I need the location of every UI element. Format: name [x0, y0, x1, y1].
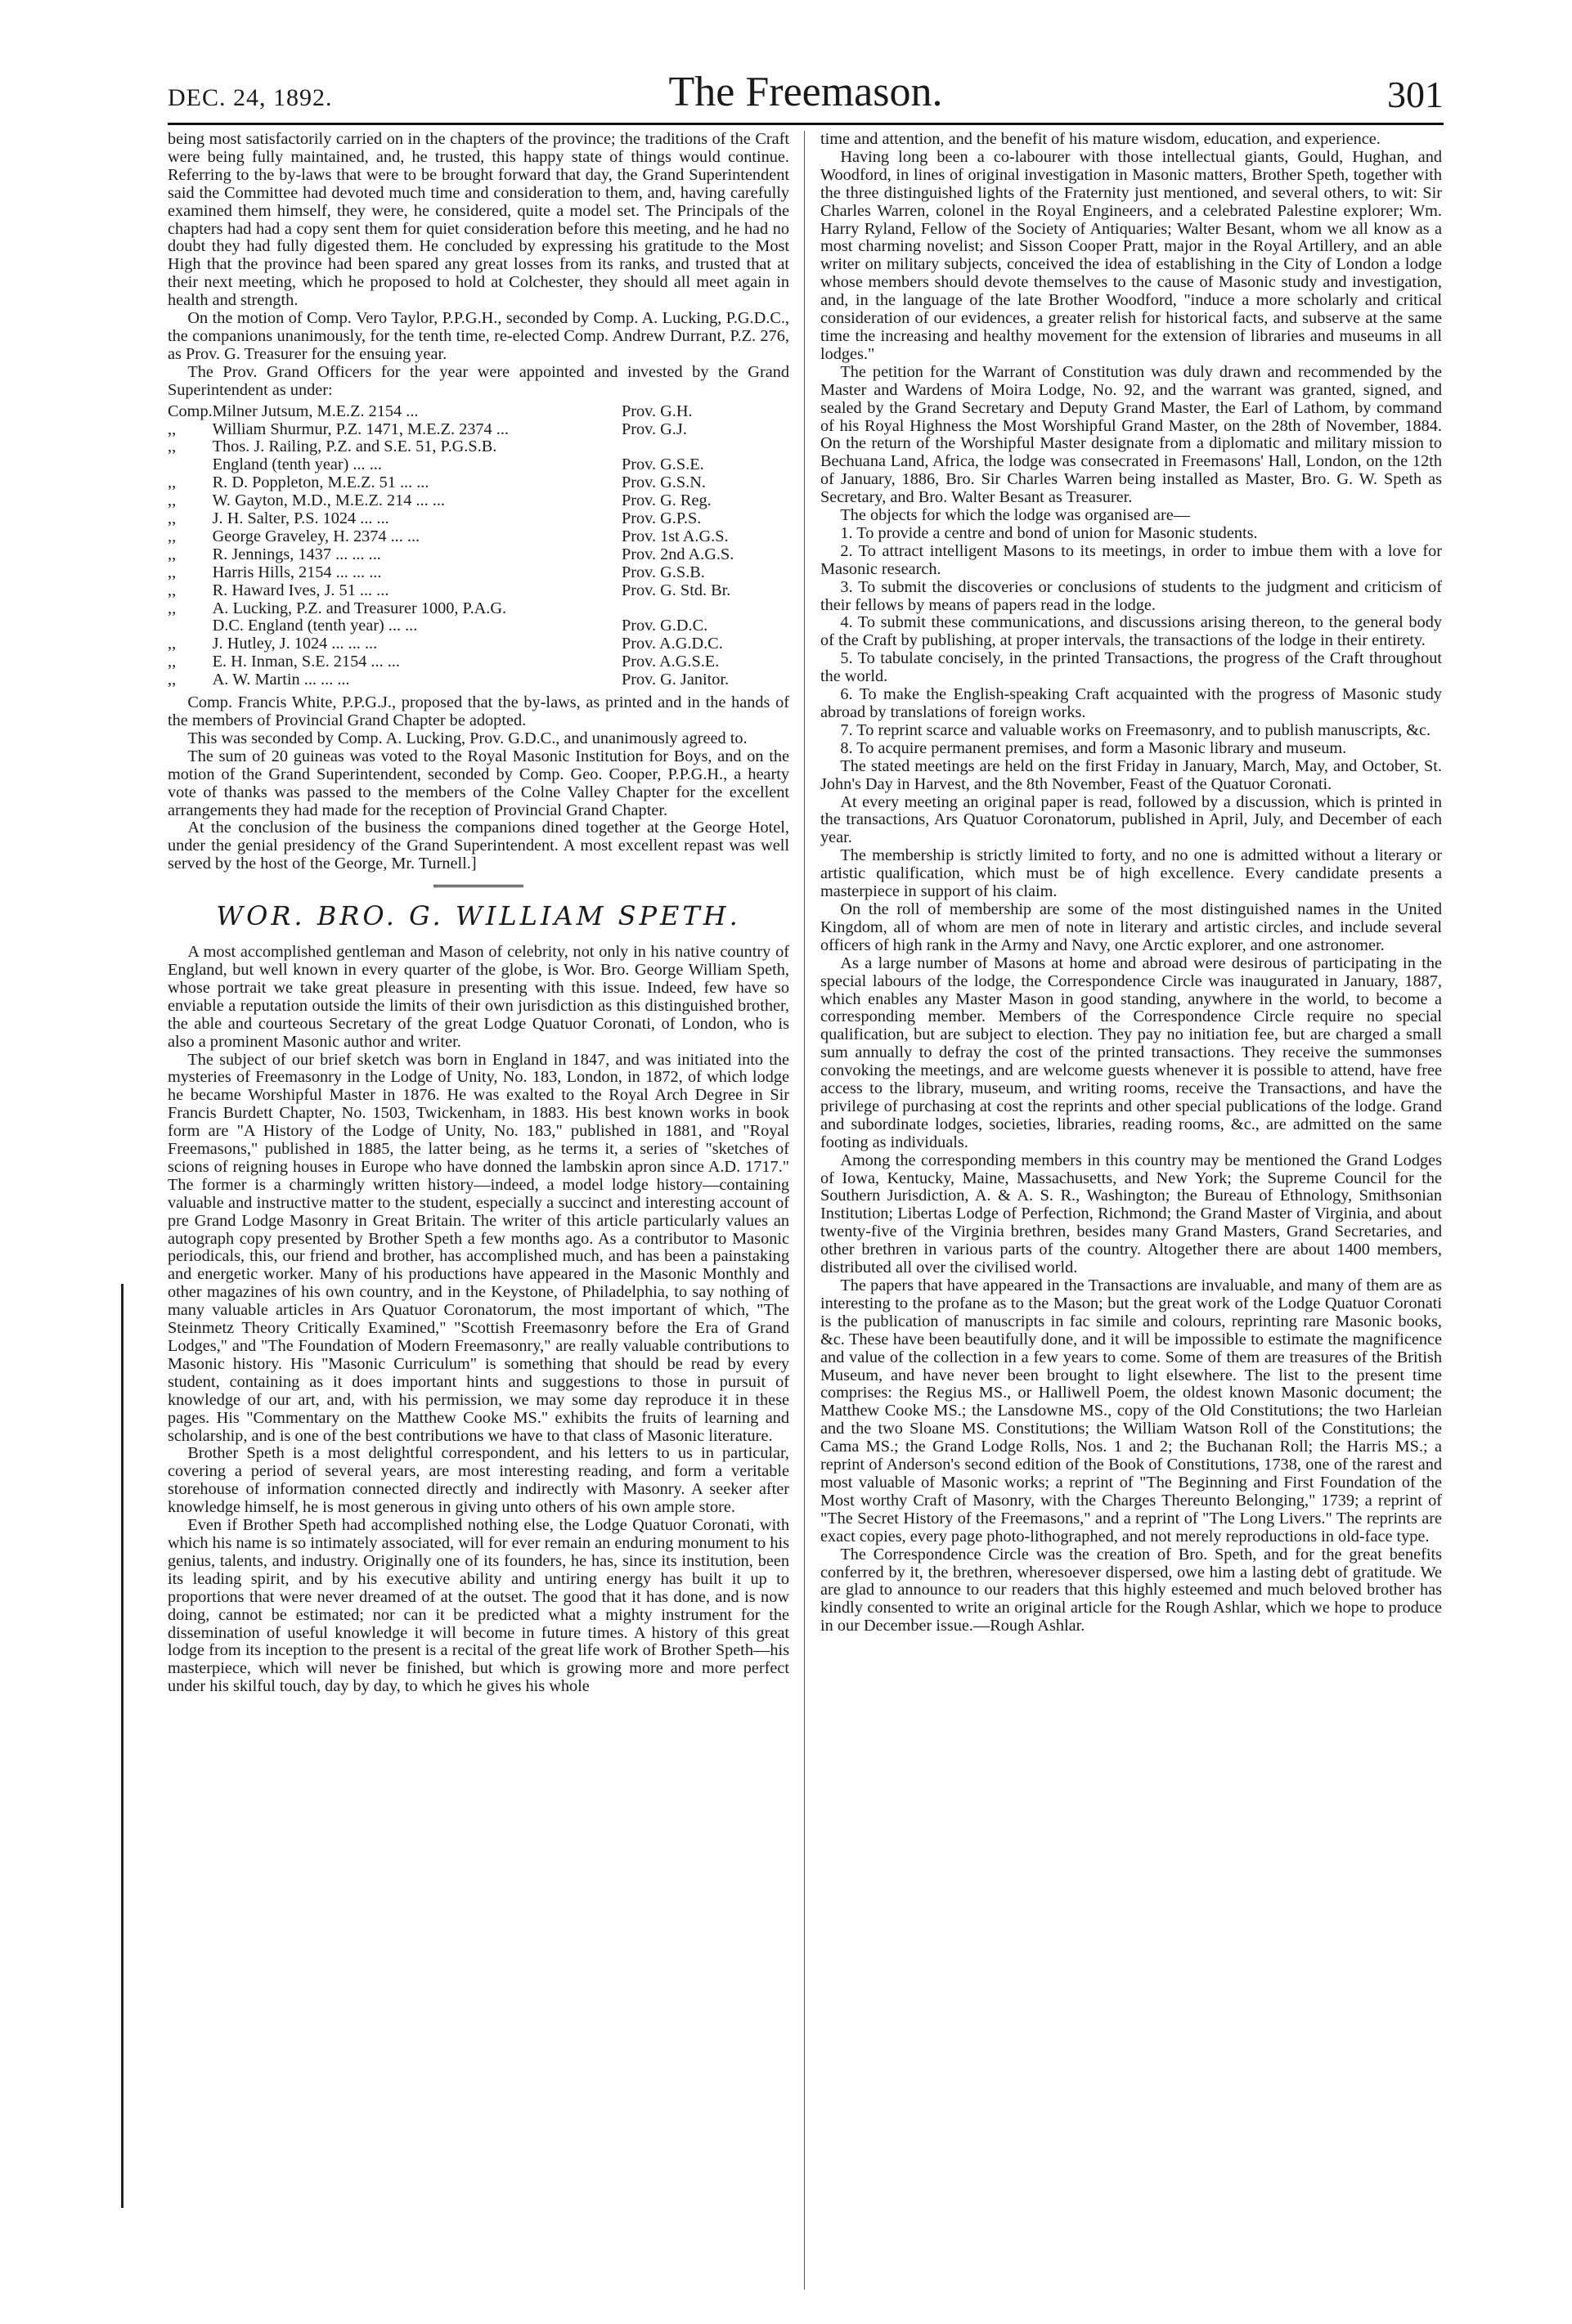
officer-title: Prov. G.J. — [622, 419, 687, 438]
list-item: 3. To submit the discoveries or conclusions of students to the judgment and criticism of their fellows by means of papers read in the lodge. — [820, 577, 1442, 614]
paragraph: The petition for the Warrant of Constitution was duly drawn and recommended by the Master and Wardens of Moira Lodge, No. 92, and the warrant was granted, signed, and sealed by the Grand Secretary and Deputy Grand Master, the Earl of Lathom, by command of his Royal Highness the Most Worshipful Grand Master, on the 28th of November, 1884. On the return of the Worshipful Master designate from a diplomatic and military mission to Bechuana Land, Africa, the lodge was consecrated in Freemasons' Hall, London, on the 12th of January, 1886, Bro. Sir Charles Warren being installed as Master, Bro. G. W. Speth as Secretary, and Bro. Walter Besant as Treasurer. — [820, 362, 1442, 507]
officer-name: J. H. Salter, P.S. 1024 ... ... — [212, 509, 389, 528]
officer-row — [168, 653, 789, 671]
officer-title: Prov. 2nd A.G.S. — [622, 545, 734, 563]
officer-prefix: Comp. — [168, 402, 213, 420]
paragraph: On the roll of membership are some of the most distinguished names in the United Kingdom, all of whom are men of note in literary and artistic circles, and include several officers of high rank in the Army and Navy, one Arctic explorer, and one astronomer. — [820, 900, 1442, 954]
paragraph: Brother Speth is a most delightful correspondent, and his letters to us in particular, covering a period of several years, are most interesting reading, and form a veritable storehouse of information connected directly and indirectly with Masonry. A seeker after knowledge himself, he is most generous in giving unto others of his own ample store. — [168, 1444, 789, 1517]
officer-row — [168, 671, 789, 689]
list-item: 5. To tabulate concisely, in the printed Transactions, the progress of the Craft throughout the world. — [820, 649, 1442, 686]
paragraph: The sum of 20 guineas was voted to the Royal Masonic Institution for Boys, and on the motion of the Grand Superintendent, seconded by Comp. Geo. Cooper, P.P.G.H., a hearty vote of thanks was passed to the members of the Colne Valley Chapter for the excellent arrangements they had made for the reception of Provincial Grand Chapter. — [168, 747, 789, 819]
officer-name: R. Jennings, 1437 ... ... ... — [212, 545, 381, 563]
officer-row — [168, 510, 789, 528]
officers-list — [168, 403, 789, 690]
officer-name: Milner Jutsum, M.E.Z. 2154 ... — [212, 402, 419, 420]
paragraph: As a large number of Masons at home and abroad were desirous of participating in the special labours of the lodge, the Correspondence Circle was inaugurated in January, 1887, which enables any Master Mason in good standing, anywhere in the world, to become a corresponding member. Members of the Correspondence Circle require no special qualification, but are subject to election. They pay no initiation fee, but are charged a small sum annually to defray the cost of the printed transactions. They receive the summonses convoking the meetings, and are welcome guests whenever it is possible to attend, have free access to the library, museum, and writing rooms, receive the Transactions, and have the privilege of purchasing at cost the reprints and other special publications of the lodge. Grand and subordinate lodges, societies, libraries, reading rooms, &c., are admitted on the same footing as individuals. — [820, 953, 1442, 1151]
officer-prefix: ,, — [168, 545, 177, 563]
officer-title: Prov. G.D.C. — [622, 617, 708, 635]
officer-row — [168, 492, 789, 510]
officer-title: Prov. G. Janitor. — [622, 671, 730, 689]
paragraph: The Correspondence Circle was the creation of Bro. Speth, and for the great benefits conferred by it, the brethren, wheresoever dispersed, owe him a lasting debt of gratitude. We are glad to announce to our readers that this highly esteemed and much beloved brother has kindly consented to write an original article for the Rough Ashlar, which we hope to produce in our December issue.—Rough Ashlar. — [820, 1545, 1442, 1635]
officer-name: J. Hutley, J. 1024 ... ... ... — [212, 635, 378, 653]
officer-name: England (tenth year) ... ... — [212, 455, 382, 474]
paragraph: The stated meetings are held on the first Friday in January, March, May, and October, St. John's Day in Harvest, and the 8th November, Feast of the Quatuor Coronati. — [820, 756, 1442, 793]
officer-row — [168, 528, 789, 546]
paragraph: The Prov. Grand Officers for the year were appointed and invested by the Grand Superintendent as under: — [168, 362, 789, 399]
paragraph: Having long been a co-labourer with those intellectual giants, Gould, Hughan, and Woodford, in lines of original investigation in Masonic matters, Brother Speth, together with the three distinguished lights of the Fraternity just mentioned, and several others, to wit: Sir Charles Warren, colonel in the Royal Engineers, and a celebrated Palestine explorer; Wm. Harry Ryland, Fellow of the Society of Antiquaries; Walter Besant, whom we all know as a most charming novelist; and Sisson Cooper Pratt, major in the Royal Artillery, and an able writer on military subjects, conceived the idea of establishing in the City of London a lodge whose members should devote themselves to the cause of Masonic study and investigation, and, in the language of the late Brother Woodford, "induce a more scholarly and critical consideration of our evidences, a greater relish for historical facts, and subserve at the same time the increasing and healthy movement for the extension of libraries and museums in all lodges." — [820, 147, 1442, 363]
paragraph: time and attention, and the benefit of his mature wisdom, education, and experience. — [820, 130, 1381, 148]
list-item: 7. To reprint scarce and valuable works on Freemasonry, and to publish manuscripts, &c. — [840, 720, 1431, 739]
left-column — [168, 131, 789, 1696]
masthead — [168, 70, 1444, 120]
officer-row — [168, 421, 789, 439]
officer-title: Prov. G.H. — [622, 402, 693, 420]
officer-row — [168, 600, 789, 618]
margin-mark — [121, 1284, 124, 2208]
officer-name: William Shurmur, P.Z. 1471, M.E.Z. 2374 ... — [212, 419, 509, 438]
officer-prefix: ,, — [168, 437, 177, 456]
officer-prefix — [168, 456, 213, 474]
issue-date: DEC. 24, 1892. — [168, 84, 333, 111]
officer-prefix: ,, — [168, 563, 177, 581]
paragraph: Even if Brother Speth had accomplished nothing else, the Lodge Quatuor Coronati, with which his name is so intimately associated, will for ever remain an enduring monument to his genius, talents, and industry. Originally one of its founders, he has, since its institution, been its leading spirit, and by his executive ability and untiring energy has built it up to proportions that were never dreamed of at the outset. The good that it has done, and is now doing, cannot be estimated; nor can it be predicted what a mighty instrument for the dissemination of useful knowledge it will become in future times. A history of this great lodge from its inception to the present is a recital of the great life work of Brother Speth—his masterpiece, which will never be finished, but which is growing more and more perfect under his skilful touch, day by day, to which he gives his whole — [168, 1516, 789, 1696]
paragraph: The subject of our brief sketch was born in England in 1847, and was initiated into the mysteries of Freemasonry in the Lodge of Unity, No. 183, London, in 1872, of which lodge he became Worshipful Master in 1876. He was exalted to the Royal Arch Degree in Sir Francis Burdett Chapter, No. 1503, Twickenham, in 1883. His best known works in book form are "A History of the Lodge of Unity, No. 183," published in 1881, and "Royal Freemasons," published in 1885, the latter being, as he terms it, a series of "sketches of scions of reigning houses in Europe who have donned the lambskin apron since A.D. 1717." The former is a charmingly written history—indeed, a model lodge history—containing valuable and instructive matter to the student, especially a succinct and interesting account of pre Grand Lodge Masonry in Great Britain. The writer of this article particularly values an autograph copy presented by Brother Speth a few months ago. As a contributor to Masonic periodicals, this, our friend and brother, has accomplished much, and has been a painstaking and energetic worker. Many of his productions have appeared in the Masonic Monthly and other magazines of his own country, and in the Keystone, of Philadelphia, to say nothing of many valuable articles in Ars Quatuor Coronatorum, the most important of which, "The Steinmetz Theory Critically Examined," "Scottish Freemasonry before the Era of Grand Lodges," and "The Foundation of Modern Freemasonry," are really valuable contributions to Masonic history. His "Masonic Curriculum" is something that should be read by every student, containing as it does important hints and suggestions to those in pursuit of knowledge of our art, and, with his permission, we may some day reproduce it in these pages. His "Commentary on the Matthew Cooke MS." exhibits the fruits of learning and scholarship, and is one of the best contributions we have to that class of Masonic literature. — [168, 1050, 789, 1445]
officer-row — [168, 582, 789, 600]
officer-prefix: ,, — [168, 635, 177, 653]
paragraph: Comp. Francis White, P.P.G.J., proposed that the by-laws, as printed and in the hands of the members of Provincial Grand Chapter be adopted. — [168, 693, 789, 729]
officer-row — [168, 546, 789, 564]
officer-prefix: ,, — [168, 599, 177, 617]
section-divider — [433, 885, 523, 890]
paragraph: At the conclusion of the business the companions dined together at the George Hotel, under the genial presidency of the Grand Superintendent. A most excellent repast was well served by the host of the George, Mr. Turnell.] — [168, 819, 789, 873]
column-divider — [804, 131, 805, 2290]
officer-name: R. D. Poppleton, M.E.Z. 51 ... ... — [212, 473, 429, 492]
officer-title: Prov. G. Reg. — [622, 491, 712, 510]
officer-prefix — [168, 617, 213, 635]
officer-name: D.C. England (tenth year) ... ... — [212, 617, 418, 635]
officer-row — [168, 438, 789, 456]
list-item: 4. To submit these communications, and discussions arising thereon, to the general body of the Craft by publishing, at proper intervals, the transactions of the lodge in their entirety. — [820, 613, 1442, 650]
article-heading: WOR. BRO. G. WILLIAM SPETH. — [216, 900, 741, 932]
page-number: 301 — [1387, 74, 1444, 115]
list-item: 1. To provide a centre and bond of union for Masonic students. — [840, 523, 1258, 542]
paragraph: The objects for which the lodge was organised are— — [840, 506, 1191, 525]
officer-row — [168, 564, 789, 582]
officer-name: E. H. Inman, S.E. 2154 ... ... — [212, 653, 400, 671]
officer-name: George Graveley, H. 2374 ... ... — [212, 527, 420, 545]
officer-row — [168, 403, 789, 421]
officer-name: A. Lucking, P.Z. and Treasurer 1000, P.A.G. — [212, 599, 507, 617]
officer-title: Prov. A.G.S.E. — [622, 653, 720, 671]
officer-prefix: ,, — [168, 581, 177, 599]
officer-row — [168, 617, 789, 635]
officer-prefix: ,, — [168, 509, 177, 528]
officer-name: Thos. J. Railing, P.Z. and S.E. 51, P.G.S.B. — [212, 437, 497, 456]
officer-prefix: ,, — [168, 473, 177, 492]
paragraph: The membership is strictly limited to forty, and no one is admitted without a literary or artistic qualification, which must be of high excellence. Every candidate presents a masterpiece in support of his claim. — [820, 846, 1442, 901]
paragraph: Among the corresponding members in this country may be mentioned the Grand Lodges of Iowa, Kentucky, Maine, Massachusetts, and New York; the Supreme Council for the Southern Jurisdiction, A. & A. S. R., Washington; the Bureau of Ethnology, Smithsonian Institution; Libertas Lodge of Perfection, Richmond; the Grand Master of Virginia, and about twenty-five of the Virginia brethren, besides many Grand Masters, Grand Secretaries, and other brethren in various parts of the country. Altogether there are about 1400 members, distributed all over the civilised world. — [820, 1151, 1442, 1277]
officer-prefix: ,, — [168, 527, 177, 545]
list-item: 8. To acquire permanent premises, and form a Masonic library and museum. — [840, 738, 1347, 757]
officer-title: Prov. A.G.D.C. — [622, 635, 723, 653]
officer-title: Prov. G.P.S. — [622, 509, 702, 528]
officer-prefix: ,, — [168, 491, 177, 510]
paragraph: The papers that have appeared in the Transactions are invaluable, and many of them are as interesting to the profane as to the Mason; but the great work of the Lodge Quatuor Coronati is the publication of manuscripts in fac simile and colours, reprinting rare Masonic books, &c. These have been beautifully done, and it will be impossible to estimate the magnificence and value of the collection in a few years to come. Some of them are treasures of the British Museum, and have never been brought to light elsewhere. The list to the present time comprises: the Regius MS., or Halliwell Poem, the oldest known Masonic document; the Matthew Cooke MS.; the Lansdowne MS., copy of the Old Constitutions; the two Harleian and the two Sloane MS. Constitutions; the William Watson Roll of the Constitutions; the Cama MS.; the Grand Lodge Rolls, Nos. 1 and 2; the Buchanan Roll; the Harris MS.; a reprint of Anderson's second edition of the Book of Constitutions, 1738, one of the rarest and most valuable of Masonic works; a reprint of "The Beginning and First Foundation of the Most worthy Craft of Masonry, with the Charges Thereunto Belonging," 1739; a reprint of "The Secret History of the Freemasons," and a reprint of "The Long Livers." The reprints are exact copies, every page photo-lithographed, and not merely reproductions in old-face type. — [820, 1276, 1442, 1546]
officer-name: Harris Hills, 2154 ... ... ... — [212, 563, 382, 581]
list-item: 6. To make the English-speaking Craft acquainted with the progress of Masonic study abroad by translations of foreign works. — [820, 685, 1442, 721]
officer-title: Prov. G. Std. Br. — [622, 581, 731, 599]
officer-title: Prov. G.S.E. — [622, 455, 704, 474]
paragraph: At every meeting an original paper is read, followed by a discussion, which is printed in the transactions, Ars Quatuor Coronatorum, published in April, July, and December of each year. — [820, 792, 1442, 847]
officer-title: Prov. G.S.B. — [622, 563, 705, 581]
officer-title: Prov. 1st A.G.S. — [622, 527, 729, 545]
paragraph: A most accomplished gentleman and Mason of celebrity, not only in his native country of England, but well known in every quarter of the globe, is Wor. Bro. George William Speth, whose portrait we take great pleasure in presenting with this issue. Indeed, few have so enviable a reputation outside the limits of their own jurisdiction as this distinguished brother, the able and courteous Secretary of the great Lodge Quatuor Coronati, of London, who is also a prominent Masonic author and writer. — [168, 943, 789, 1051]
newspaper-title: The Freemason. — [668, 69, 943, 115]
officer-name: R. Haward Ives, J. 51 ... ... — [212, 581, 389, 599]
officer-row — [168, 635, 789, 653]
paragraph: On the motion of Comp. Vero Taylor, P.P.G.H., seconded by Comp. A. Lucking, P.G.D.C., the companions unanimously, for the tenth time, re-elected Comp. Andrew Durrant, P.Z. 276, as Prov. G. Treasurer for the ensuing year. — [168, 309, 789, 363]
list-item: 2. To attract intelligent Masons to its meetings, in order to imbue them with a love for Masonic research. — [820, 541, 1442, 578]
officer-title: Prov. G.S.N. — [622, 473, 706, 492]
officer-row — [168, 456, 789, 474]
paragraph: This was seconded by Comp. A. Lucking, Prov. G.D.C., and unanimously agreed to. — [187, 729, 748, 747]
officer-name: A. W. Martin ... ... ... — [212, 671, 350, 689]
officer-row — [168, 474, 789, 492]
officer-prefix: ,, — [168, 671, 177, 689]
officer-name: W. Gayton, M.D., M.E.Z. 214 ... ... — [212, 491, 445, 510]
officer-title — [622, 438, 789, 456]
paragraph: being most satisfactorily carried on in the chapters of the province; the traditions of the Craft were being fully maintained, and, he trusted, this happy state of things would continue. Referring to the by-laws that were to be brought forward that day, the Grand Superintendent said the Committee had devoted much time and consideration to them, and, having carefully examined them himself, they were, he considered, quite a model set. The Principals of the chapters had had a copy sent them for quiet consideration before this meeting, and he had no doubt they had fully digested them. He concluded by expressing his gratitude to the Most High that the province had been spared any great losses from its ranks, and trusted that at their next meeting, which he proposed to hold at Colchester, they should all meet again in health and strength. — [168, 130, 789, 310]
officer-prefix: ,, — [168, 653, 177, 671]
right-column — [820, 131, 1442, 1635]
header-rule — [168, 123, 1444, 125]
officer-prefix: ,, — [168, 419, 177, 438]
officer-title — [622, 600, 789, 618]
